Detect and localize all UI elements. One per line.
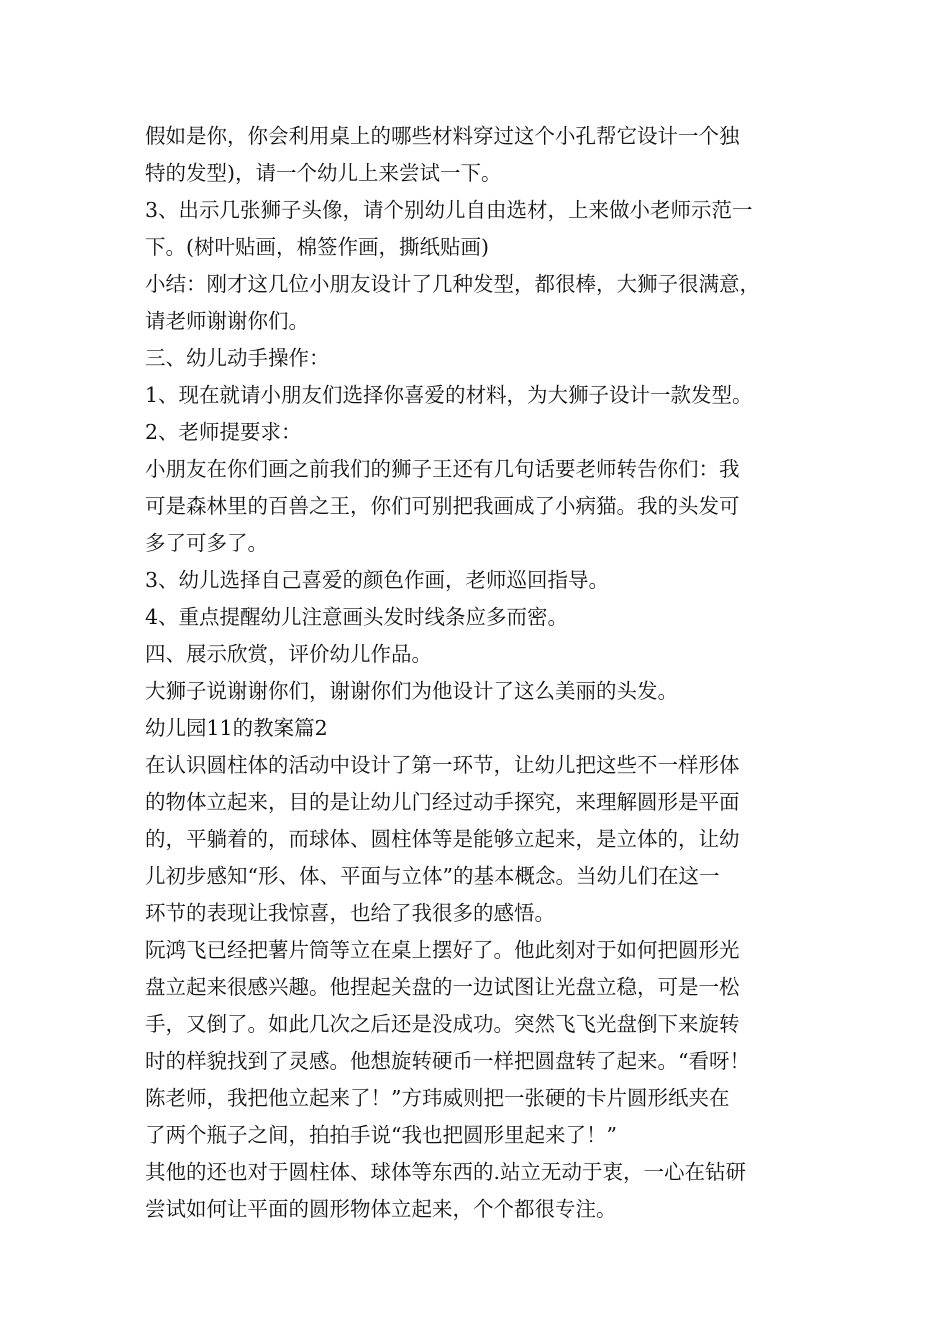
text-line: 四、展示欣赏，评价幼儿作品。 xyxy=(145,642,432,666)
text-line: 时的样貌找到了灵感。他想旋转硬币一样把圆盘转了起来。“看呀！ xyxy=(145,1049,750,1073)
text-line: 特的发型)，请一个幼儿上来尝试一下。 xyxy=(145,161,502,185)
text-line: 环节的表现让我惊喜，也给了我很多的感悟。 xyxy=(145,901,555,925)
text-line: 3、出示几张狮子头像，请个别幼儿自由选材，上来做小老师示范一 xyxy=(145,198,753,222)
text-line: 陈老师，我把他立起来了！”方玮威则把一张硬的卡片圆形纸夹在 xyxy=(145,1086,730,1110)
text-line: 3、幼儿选择自己喜爱的颜色作画，老师巡回指导。 xyxy=(145,568,610,592)
text-line: 在认识圆柱体的活动中设计了第一环节，让幼儿把这些不一样形体 xyxy=(145,753,740,777)
text-line: 假如是你，你会利用桌上的哪些材料穿过这个小孔帮它设计一个独 xyxy=(145,124,740,148)
text-line: 三、幼儿动手操作： xyxy=(145,346,330,370)
text-line: 大狮子说谢谢你们，谢谢你们为他设计了这么美丽的头发。 xyxy=(145,679,678,703)
text-line: 的物体立起来，目的是让幼儿门经过动手探究，来理解圆形是平面 xyxy=(145,790,740,814)
text-line: 请老师谢谢你们。 xyxy=(145,309,309,333)
text-line: 下。(树叶贴画，棉签作画，撕纸贴画) xyxy=(145,235,489,259)
text-line: 1、现在就请小朋友们选择你喜爱的材料，为大狮子设计一款发型。 xyxy=(145,383,753,407)
text-line: 盘立起来很感兴趣。他捏起关盘的一边试图让光盘立稳，可是一松 xyxy=(145,975,740,999)
text-line: 了两个瓶子之间，拍拍手说“我也把圆形里起来了！” xyxy=(145,1123,617,1147)
text-line: 儿初步感知“形、体、平面与立体”的基本概念。当幼儿们在这一 xyxy=(145,864,720,888)
document-body xyxy=(145,118,815,1228)
text-line: 多了可多了。 xyxy=(145,531,268,555)
text-line: 小朋友在你们画之前我们的狮子王还有几句话要老师转告你们：我 xyxy=(145,457,740,481)
text-line: 幼儿园11的教案篇2 xyxy=(145,716,328,740)
text-line: 小结：刚才这几位小朋友设计了几种发型，都很棒，大狮子很满意， xyxy=(145,272,760,296)
text-line: 的，平躺着的，而球体、圆柱体等是能够立起来，是立体的，让幼 xyxy=(145,827,740,851)
text-line: 尝试如何让平面的圆形物体立起来，个个都很专注。 xyxy=(145,1197,617,1221)
text-line: 阮鸿飞已经把薯片筒等立在桌上摆好了。他此刻对于如何把圆形光 xyxy=(145,938,740,962)
text-line: 2、老师提要求： xyxy=(145,420,302,444)
text-line: 其他的还也对于圆柱体、球体等东西的.站立无动于衷，一心在钻研 xyxy=(145,1160,747,1184)
text-line: 手，又倒了。如此几次之后还是没成功。突然飞飞光盘倒下来旋转 xyxy=(145,1012,740,1036)
text-line: 可是森林里的百兽之王，你们可别把我画成了小病猫。我的头发可 xyxy=(145,494,740,518)
text-line: 4、重点提醒幼儿注意画头发时线条应多而密。 xyxy=(145,605,569,629)
